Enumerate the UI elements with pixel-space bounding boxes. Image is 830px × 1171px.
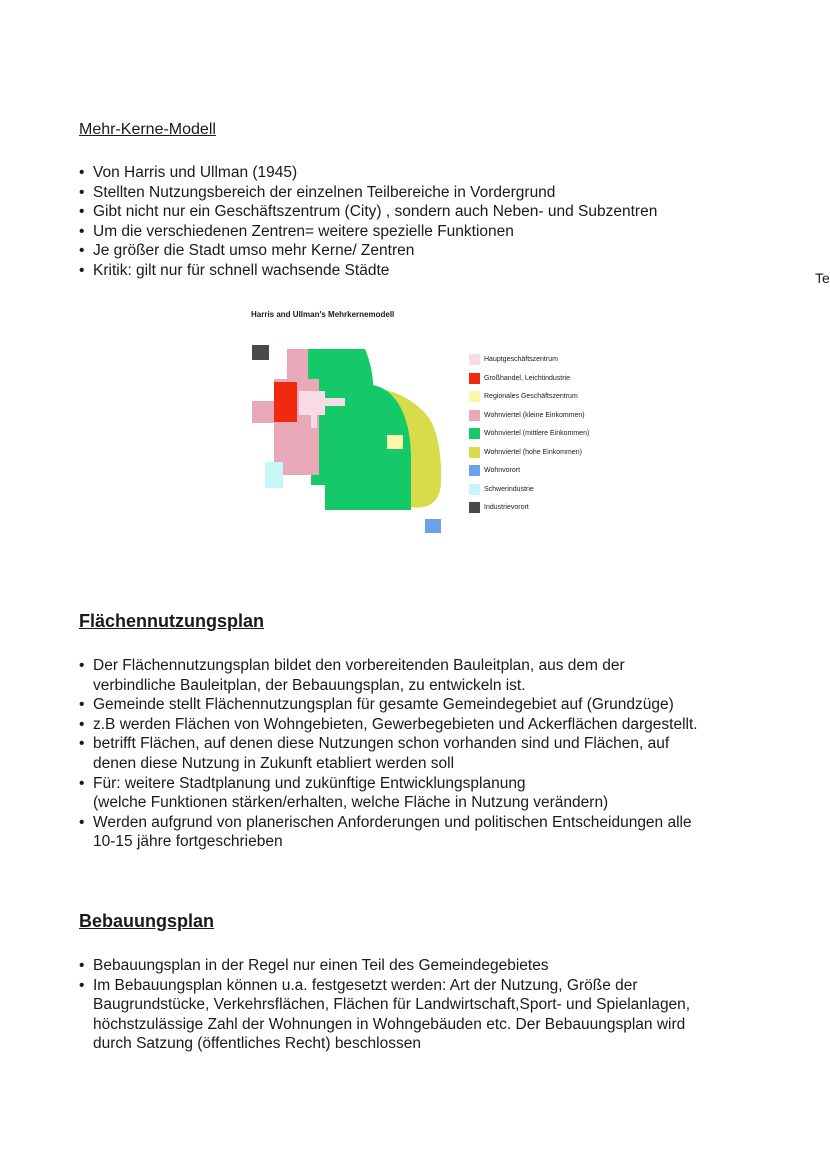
zone-residential-suburb [425, 519, 441, 533]
legend-item [469, 465, 589, 484]
legend-item [469, 428, 589, 447]
zone-industrial-suburb [252, 345, 269, 360]
legend-swatch [469, 465, 480, 476]
legend-label: Regionales Geschäftszentrum [484, 393, 578, 400]
bullet-item: • Gibt nicht nur ein Geschäftszentrum (City) , sondern auch Neben- und Subzentren [79, 202, 779, 222]
bullet-item [79, 813, 779, 852]
legend-item [469, 447, 589, 466]
bullet-item: • Kritik: gilt nur für schnell wachsende Städte [79, 261, 779, 281]
bullet-line: Baugrundstücke, Verkehrsflächen, Flächen für Landwirtschaft,Sport- und Spielanlagen, [93, 996, 691, 1014]
legend-swatch [469, 410, 480, 421]
legend-label: Großhandel, Leichtindustrie [484, 374, 570, 382]
legend-swatch [469, 428, 480, 439]
bullet-item: • Um die verschiedenen Zentren= weitere spezielle Funktionen [79, 222, 779, 242]
bullet-line: z.B werden Flächen von Wohngebieten, Gewerbegebieten und Ackerflächen dargestellt. [93, 715, 698, 733]
bullet-line: Für: weitere Stadtplanung und zukünftige Entwicklungsplanung [93, 774, 526, 792]
legend-item [469, 502, 589, 521]
section-heading-flaechennutzungsplan: Flächennutzungsplan [79, 611, 265, 631]
legend-swatch [469, 447, 480, 458]
legend-swatch [469, 391, 480, 402]
bullet-item [79, 774, 779, 813]
bullet-line: Der Flächennutzungsplan bildet den vorbereitenden Bauleitplan, aus dem der [93, 657, 625, 674]
bullet-line: Gemeinde stellt Flächennutzungsplan für gesamte Gemeindegebiet auf (Grundzüge) [93, 696, 674, 714]
legend-label: Wohnviertel (hohe Einkommen) [484, 448, 582, 456]
bullet-item [79, 956, 779, 976]
legend-label: Industrievorort [484, 504, 529, 511]
legend-swatch [469, 354, 480, 365]
zone-low-income-residential-west [252, 401, 274, 423]
legend-item [469, 484, 589, 503]
figure-legend [469, 354, 589, 521]
legend-label: Wohnviertel (mittlere Einkommen) [484, 430, 590, 437]
legend-swatch [469, 502, 480, 513]
bullet-item: • Je größer die Stadt umso mehr Kerne/ Zentren [79, 241, 779, 261]
bullet-line: höchstzulässige Zahl der Wohnungen in Wohngebäuden etc. Der Bebauungsplan wird [93, 1015, 686, 1033]
flaechennutzungsplan-bullet-list [79, 656, 779, 852]
section-heading-bebauungsplan: Bebauungsplan [79, 911, 215, 931]
zone-heavy-industry [265, 462, 283, 488]
bullet-line: (welche Funktionen stärken/erhalten, welche Fläche in Nutzung verändern) [93, 794, 609, 812]
figure-title: Harris and Ullman's Mehrkernemodell [251, 310, 395, 319]
bullet-item: • Von Harris und Ullman (1945) [79, 163, 779, 183]
bullet-line: Bebauungsplan in der Regel nur einen Teil des Gemeindegebietes [93, 957, 549, 974]
zone-low-income-residential-north [287, 349, 308, 379]
mehrkernemodell-figure [245, 305, 625, 540]
legend-item [469, 373, 589, 392]
legend-item [469, 410, 589, 429]
legend-item [469, 391, 589, 410]
legend-label: Wohnvorort [484, 467, 521, 474]
bullet-item [79, 715, 779, 735]
bullet-item [79, 695, 779, 715]
section-heading-mehr-kerne-modell: Mehr-Kerne-Modell [79, 121, 216, 138]
bebauungsplan-bullet-list [79, 956, 779, 1054]
cut-off-margin-text: Te [815, 270, 830, 286]
legend-swatch [469, 484, 480, 495]
bullet-line: Im Bebauungsplan können u.a. festgesetzt werden: Art der Nutzung, Größe der [93, 976, 638, 994]
bullet-item [79, 734, 779, 773]
bullet-item [79, 656, 779, 695]
legend-item [469, 354, 589, 373]
bullet-item: • Stellten Nutzungsbereich der einzelnen Teilbereiche in Vordergrund [79, 183, 779, 203]
legend-label: Hauptgeschäftszentrum [484, 356, 558, 363]
bullet-line: verbindliche Bauleitplan, der Bebauungsplan, zu entwickeln ist. [93, 676, 526, 694]
bullet-item [79, 976, 779, 1054]
zone-wholesale-light-industry [274, 382, 297, 422]
legend-label: Wohnviertel (kleine Einkommen) [484, 411, 585, 419]
bullet-line: durch Satzung (öffentliches Recht) beschlossen [93, 1035, 421, 1053]
legend-label: Schwerindustrie [484, 485, 534, 493]
bullet-line: denen diese Nutzung in Zukunft etabliert werden soll [93, 754, 455, 772]
legend-swatch [469, 373, 480, 384]
bullet-line: 10-15 jähre fortgeschrieben [93, 833, 283, 851]
zone-middle-income-residential [308, 349, 411, 510]
bullet-line: Werden aufgrund von planerischen Anforderungen und politischen Entscheidungen alle [93, 813, 692, 831]
zone-regional-business-centre [387, 435, 403, 449]
bullet-line: betrifft Flächen, auf denen diese Nutzungen schon vorhanden sind und Flächen, auf [93, 735, 670, 753]
mehr-kerne-bullet-list [79, 163, 779, 281]
model-diagram [245, 305, 455, 540]
